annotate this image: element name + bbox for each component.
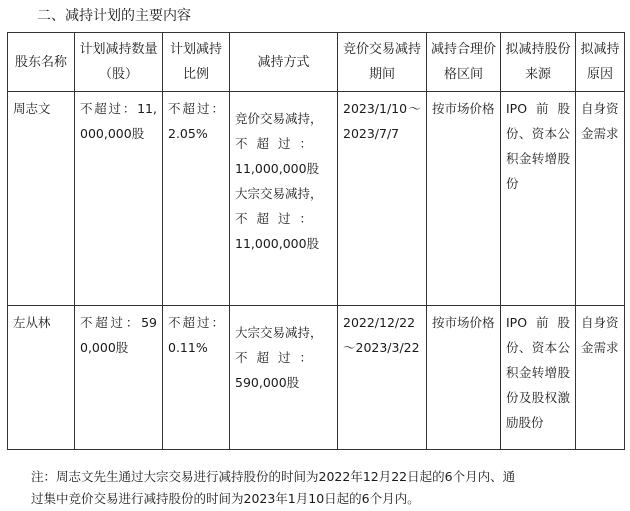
ratio-cell: 不超过：0.11% bbox=[163, 306, 230, 450]
quantity-cell: 不超过：590,000股 bbox=[75, 306, 163, 450]
header-shareholder: 股东名称 bbox=[8, 33, 75, 92]
method-cell bbox=[230, 306, 338, 450]
table-row bbox=[8, 92, 625, 306]
price-range-cell: 按市场价格 bbox=[427, 92, 501, 306]
period-cell: 2023/1/10～2023/7/7 bbox=[338, 92, 427, 306]
period-cell: 2022/12/22～2023/3/22 bbox=[338, 306, 427, 450]
ratio-cell: 不超过：2.05% bbox=[163, 92, 230, 306]
method-line: 590,000股 bbox=[235, 375, 300, 390]
method-line: 11,000,000股 bbox=[235, 236, 320, 251]
footnote bbox=[31, 466, 621, 510]
source-cell: IPO前股份、资本公积金转增股份及股权激励股份 bbox=[501, 306, 576, 450]
method-line: 竞价交易减持， bbox=[235, 111, 323, 126]
header-reason: 拟减持原因 bbox=[576, 33, 625, 92]
reason-cell: 自身资金需求 bbox=[576, 92, 625, 306]
source-cell: IPO前股份、资本公积金转增股份 bbox=[501, 92, 576, 306]
header-source: 拟减持股份来源 bbox=[501, 33, 576, 92]
header-method: 减持方式 bbox=[230, 33, 338, 92]
quantity-cell: 不超过：11,000,000股 bbox=[75, 92, 163, 306]
method-line: 大宗交易减持， bbox=[235, 186, 323, 201]
header-ratio: 计划减持比例 bbox=[163, 33, 230, 92]
shareholder-cell: 左从林 bbox=[8, 306, 75, 450]
footnote-line: 过集中竞价交易进行减持股份的时间为2023年1月10日起的6个月内。 bbox=[31, 491, 420, 506]
price-range-cell: 按市场价格 bbox=[427, 306, 501, 450]
table-row bbox=[8, 306, 625, 450]
shareholder-cell: 周志文 bbox=[8, 92, 75, 306]
table-header-row bbox=[8, 33, 625, 92]
method-cell bbox=[230, 92, 338, 306]
method-line: 11,000,000股 bbox=[235, 161, 320, 176]
method-line: 大宗交易减持， bbox=[235, 325, 323, 340]
method-line: 不超过： bbox=[235, 211, 322, 226]
reduction-plan-table bbox=[7, 32, 625, 450]
reason-cell: 自身资金需求 bbox=[576, 306, 625, 450]
footnote-line: 注：周志文先生通过大宗交易进行减持股份的时间为2022年12月22日起的6个月内、通 bbox=[31, 469, 516, 484]
section-title: 二、减持计划的主要内容 bbox=[37, 8, 191, 24]
method-line: 不超过： bbox=[235, 350, 322, 365]
header-quantity: 计划减持数量（股） bbox=[75, 33, 163, 92]
header-price-range: 减持合理价格区间 bbox=[427, 33, 501, 92]
header-period: 竞价交易减持期间 bbox=[338, 33, 427, 92]
method-line: 不超过： bbox=[235, 136, 322, 151]
